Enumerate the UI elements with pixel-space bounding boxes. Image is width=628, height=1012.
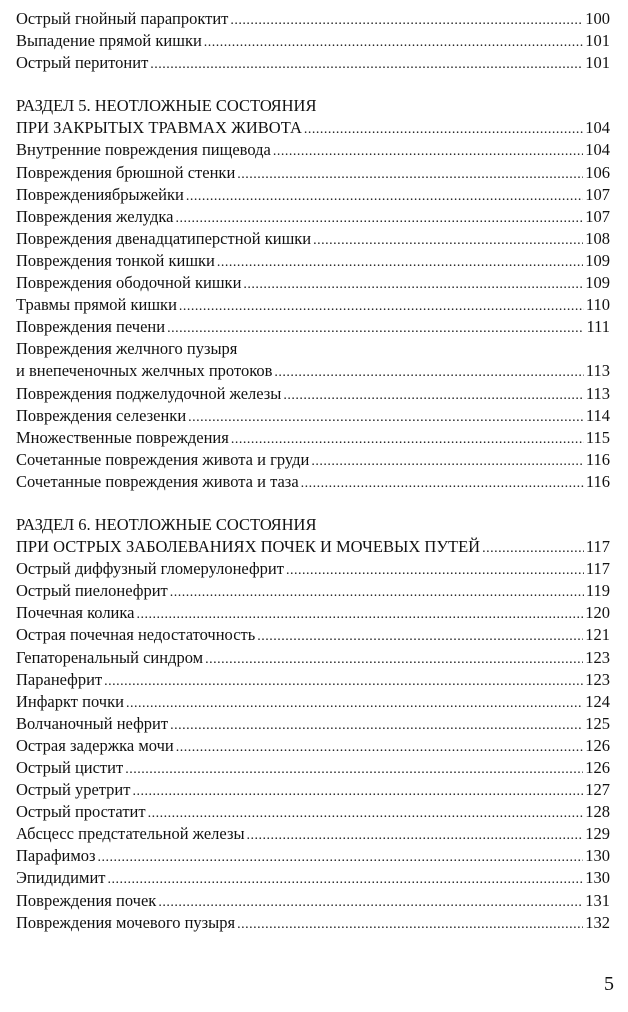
toc-entry-page: 107 <box>585 184 610 204</box>
leader-dots <box>231 427 584 451</box>
toc-entry-title: Острый пиелонефрит <box>16 581 168 601</box>
toc-entry-page: 132 <box>585 912 610 932</box>
toc-entry-title: Сочетанные повреждения живота и таза <box>16 471 299 491</box>
toc-entry <box>16 801 610 823</box>
toc-entry-title: Повреждения селезенки <box>16 405 187 425</box>
toc-entry-title: Острая почечная недостаточность <box>16 625 256 645</box>
leader-dots <box>311 449 584 473</box>
leader-dots <box>125 757 583 781</box>
leader-dots <box>170 580 584 604</box>
leader-dots <box>243 272 583 296</box>
toc-entry-title: и внепеченочных желчных протоков <box>16 361 273 381</box>
toc-entry-page: 107 <box>585 206 610 226</box>
leader-dots <box>186 184 583 208</box>
toc-entry-title: Эпидидимит <box>16 868 106 888</box>
toc-entry <box>16 250 610 272</box>
leader-dots <box>126 691 583 715</box>
toc-entry <box>16 912 610 934</box>
toc-entry-title: Повреждения почек <box>16 890 157 910</box>
toc-entry-page: 116 <box>585 471 610 491</box>
leader-dots <box>274 360 583 384</box>
toc-entry-title: Травмы прямой кишки <box>16 295 177 315</box>
toc-entry-title: Паранефрит <box>16 669 103 689</box>
leader-dots <box>286 558 584 582</box>
toc-entry-title: Острая задержка мочи <box>16 735 174 755</box>
toc-entry <box>16 471 610 493</box>
toc-entry-page: 109 <box>585 273 610 293</box>
toc-entry <box>16 713 610 735</box>
section-6-heading-line <box>16 536 610 558</box>
toc-entry <box>16 823 610 845</box>
leader-dots <box>283 383 583 407</box>
toc-entry <box>16 735 610 757</box>
toc-entries-section-6 <box>16 558 610 934</box>
toc-entries-top <box>16 8 610 74</box>
toc-entry-page: 113 <box>585 361 610 381</box>
leader-dots <box>104 669 583 693</box>
toc-entry-page: 101 <box>585 31 610 51</box>
toc-entry <box>16 206 610 228</box>
toc-entry <box>16 890 610 912</box>
toc-entry-title: Повреждения мочевого пузыря <box>16 912 236 932</box>
toc-entry-title: Парафимоз <box>16 846 96 866</box>
toc-entry-title: Множественные повреждения <box>16 427 229 447</box>
toc-entry-title: Повреждения желудка <box>16 206 174 226</box>
toc-entry-title: Острый простатит <box>16 802 146 822</box>
toc-entry-page: 117 <box>585 559 610 579</box>
toc-entry <box>16 316 610 338</box>
toc-entry-title: Повреждениябрыжейки <box>16 184 184 204</box>
toc-entry-page: 123 <box>585 647 610 667</box>
toc-entries-section-5a <box>16 139 610 338</box>
toc-entry <box>16 558 610 580</box>
toc-entry-page: 101 <box>585 53 610 73</box>
toc-entry <box>16 139 610 161</box>
section-5-page: 104 <box>585 118 610 138</box>
toc-entry-page: 120 <box>585 603 610 623</box>
toc-entry-title: Выпадение прямой кишки <box>16 31 202 51</box>
toc-entry <box>16 427 610 449</box>
leader-dots <box>108 867 584 891</box>
leader-dots <box>188 405 584 429</box>
toc-entry-page: 110 <box>585 295 610 315</box>
toc-entry-title: Острый диффузный гломерулонефрит <box>16 559 284 579</box>
leader-dots <box>237 912 583 936</box>
toc-entry-title: Повреждения двенадцатиперстной кишки <box>16 228 312 248</box>
leader-dots <box>176 735 583 759</box>
toc-entry <box>16 52 610 74</box>
section-5-heading-line <box>16 117 610 139</box>
section-5-heading: РАЗДЕЛ 5. НЕОТЛОЖНЫЕ СОСТОЯНИЯ <box>16 96 317 116</box>
toc-entry <box>16 30 610 52</box>
toc-entry-title: Острый гнойный парапроктит <box>16 9 229 28</box>
section-5-subheading: ПРИ ЗАКРЫТЫХ ТРАВМАХ ЖИВОТА <box>16 118 302 138</box>
leader-dots <box>301 471 584 495</box>
toc-entry-page: 121 <box>585 625 610 645</box>
toc-entry-title: Внутренние повреждения пищевода <box>16 140 271 160</box>
leader-dots <box>313 228 583 252</box>
leader-dots <box>205 647 583 671</box>
toc-entry <box>16 647 610 669</box>
leader-dots <box>237 162 583 186</box>
toc-entry-page: 115 <box>585 427 610 447</box>
toc-entry-title: Острый перитонит <box>16 53 149 73</box>
toc-entry-page: 109 <box>585 250 610 270</box>
leader-dots <box>179 294 584 318</box>
leader-dots <box>136 602 583 626</box>
leader-dots <box>217 250 583 274</box>
toc-entry-page: 111 <box>586 317 610 337</box>
toc-entry-page: 130 <box>585 868 610 888</box>
toc-entry <box>16 757 610 779</box>
leader-dots <box>170 713 583 737</box>
toc-entry-page: 129 <box>585 824 610 844</box>
toc-entry-title: Повреждения тонкой кишки <box>16 250 215 270</box>
toc-entry-page: 123 <box>585 669 610 689</box>
toc-entry-page: 104 <box>585 140 610 160</box>
leader-dots <box>204 30 583 54</box>
toc-entry-page: 128 <box>585 802 610 822</box>
leader-dots <box>175 206 583 230</box>
toc-entry-page: 119 <box>585 581 610 601</box>
toc-entry-page: 126 <box>585 758 610 777</box>
toc-entry-page: 106 <box>585 162 610 182</box>
leader-dots <box>230 8 583 32</box>
leader-dots <box>132 779 583 803</box>
toc-entry <box>16 779 610 801</box>
toc-entry <box>16 383 610 405</box>
page-number: 5 <box>604 973 614 995</box>
toc-entry-title: Повреждения желчного пузыря <box>16 339 238 359</box>
toc-entry <box>16 691 610 713</box>
leader-dots <box>482 536 584 560</box>
toc-entry <box>16 8 610 30</box>
leader-dots <box>158 890 583 914</box>
toc-entry-page: 108 <box>585 228 610 248</box>
toc-entry-title: Острый уретрит <box>16 780 131 800</box>
toc-entry <box>16 580 610 602</box>
section-6-subheading: ПРИ ОСТРЫХ ЗАБОЛЕВАНИЯХ ПОЧЕК И МОЧЕВЫХ ПУТЕЙ <box>16 537 481 557</box>
toc-entry-title: Повреждения печени <box>16 317 166 337</box>
toc-entry <box>16 272 610 294</box>
leader-dots <box>273 139 583 163</box>
toc-entry <box>16 845 610 867</box>
toc-entry-page: 100 <box>585 9 610 28</box>
toc-entries-section-5b <box>16 383 610 493</box>
toc-entry-title: Повреждения поджелудочной железы <box>16 383 282 403</box>
toc-entry-title: Волчаночный нефрит <box>16 713 169 733</box>
toc-entry-page: 114 <box>585 405 610 425</box>
toc-entry <box>16 162 610 184</box>
table-of-contents <box>16 8 610 934</box>
leader-dots <box>167 316 584 340</box>
toc-entry-page: 131 <box>585 890 610 910</box>
toc-entry <box>16 294 610 316</box>
leader-dots <box>257 624 583 648</box>
toc-entry-title: Абсцесс предстательной железы <box>16 824 245 844</box>
leader-dots <box>247 823 584 847</box>
toc-entry <box>16 867 610 889</box>
toc-entry <box>16 184 610 206</box>
leader-dots <box>150 52 583 76</box>
section-6-page: 117 <box>585 537 610 557</box>
toc-entry-title: Гепаторенальный синдром <box>16 647 204 667</box>
toc-entry-title: Повреждения брюшной стенки <box>16 162 236 182</box>
leader-dots <box>304 117 583 141</box>
toc-entry-page: 124 <box>585 691 610 711</box>
toc-entry-page: 130 <box>585 846 610 866</box>
toc-entry <box>16 602 610 624</box>
toc-entry <box>16 405 610 427</box>
toc-entry-page: 125 <box>585 713 610 733</box>
toc-entry <box>16 449 610 471</box>
toc-entry <box>16 228 610 250</box>
leader-dots <box>148 801 584 825</box>
toc-entry-title: Повреждения ободочной кишки <box>16 273 242 293</box>
toc-entry-page: 127 <box>585 780 610 800</box>
toc-entry-title: Сочетанные повреждения живота и груди <box>16 449 310 469</box>
toc-entry <box>16 360 610 382</box>
toc-entry-page: 116 <box>585 449 610 469</box>
leader-dots <box>98 845 584 869</box>
section-6-heading: РАЗДЕЛ 6. НЕОТЛОЖНЫЕ СОСТОЯНИЯ <box>16 514 317 534</box>
toc-entry-title: Почечная колика <box>16 603 135 623</box>
toc-entry-page: 113 <box>585 383 610 403</box>
toc-entry <box>16 624 610 646</box>
toc-entry <box>16 669 610 691</box>
toc-entry-page: 126 <box>585 735 610 755</box>
toc-entry-title: Инфаркт почки <box>16 691 124 711</box>
toc-entry-title: Острый цистит <box>16 758 124 777</box>
